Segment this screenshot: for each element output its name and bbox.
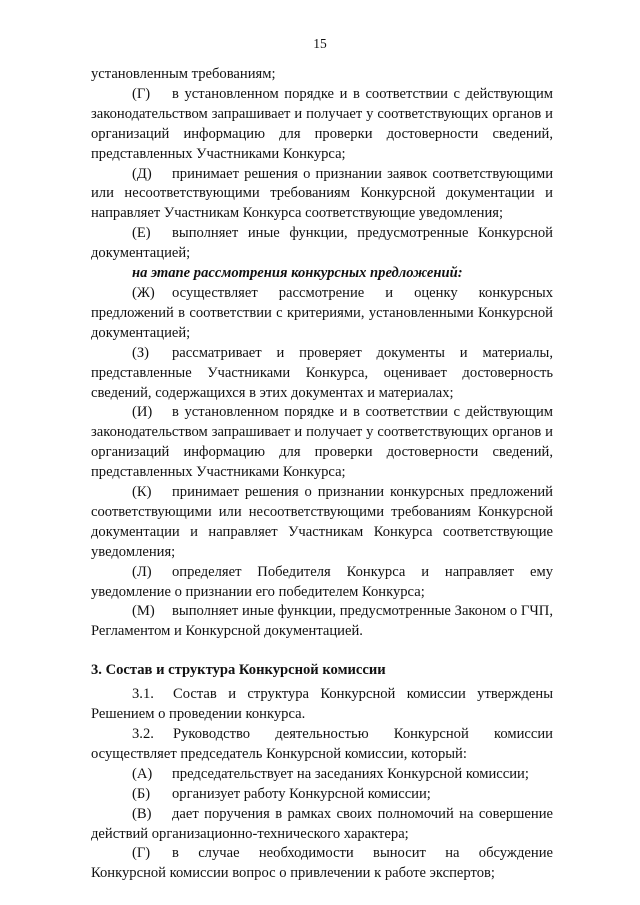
clause-text: председательствует на заседаниях Конкурсной комиссии; <box>172 765 529 782</box>
clause-marker: (З) <box>132 344 150 361</box>
clause-marker: (И) <box>132 404 153 421</box>
clause-marker: (В) <box>132 805 152 822</box>
clause-text: выполняет иные функции, предусмотренные Конкурсной документацией; <box>91 225 553 262</box>
numbered-clause <box>91 685 553 725</box>
clause-text: в случае необходимости выносит на обсуждение Конкурсной комиссии вопрос о привлечении к работе экспертов; <box>91 845 553 882</box>
clause-marker: (Г) <box>132 845 151 862</box>
clause-text: Руководство деятельностью Конкурсной комиссии осуществляет председатель Конкурсной комиссии, который: <box>91 726 553 762</box>
lettered-clause <box>91 224 553 264</box>
section-title: 3. Состав и структура Конкурсной комиссии <box>91 662 386 679</box>
document-body <box>91 65 553 884</box>
clause-list-review-stage <box>91 284 553 642</box>
clause-text: Состав и структура Конкурсной комиссии утверждены Решением о проведении конкурса. <box>91 686 553 723</box>
clause-text: организует работу Конкурсной комиссии; <box>172 785 431 802</box>
clause-marker: (К) <box>132 484 152 501</box>
paragraph: установленным требованиям; <box>91 66 276 82</box>
clause-marker: (Г) <box>132 85 151 102</box>
clause-marker: 3.1. <box>132 686 154 703</box>
stage-subheading: на этапе рассмотрения конкурсных предложений: <box>132 265 463 282</box>
lettered-clause <box>91 483 553 563</box>
clause-list-top <box>91 65 553 264</box>
lettered-clause <box>91 563 553 603</box>
clause-text: рассматривает и проверяет документы и материалы, представленные Участниками Конкурса, оценивает достоверность сведений, содержащихся в этих документах и материалах; <box>91 344 553 401</box>
clause-text: в установленном порядке и в соответствии с действующим законодательством запрашивает и получает у соответствующих органов и организаций информацию для проверки достоверности сведений, представленных Участниками Конкурса; <box>91 404 553 481</box>
clause-list-section-3 <box>91 685 553 884</box>
clause-marker: (Д) <box>132 165 152 182</box>
lettered-clause <box>91 765 553 785</box>
lettered-clause <box>91 785 553 805</box>
numbered-clause <box>91 725 553 765</box>
lettered-clause <box>91 85 553 165</box>
clause-text: принимает решения о признании заявок соответствующими или несоответствующими требованиям Конкурсной документации и направляет Участникам Конкурса соответствующие уведомления; <box>91 165 553 222</box>
lettered-clause <box>91 602 553 642</box>
lettered-clause <box>91 844 553 884</box>
lettered-clause <box>91 284 553 344</box>
clause-text: принимает решения о признании конкурсных предложений соответствующими или несоответствующими требованиям Конкурсной документации и направляет Участникам Конкурса соответствующие уведомления; <box>91 484 553 560</box>
clause-text: дает поручения в рамках своих полномочий на совершение действий организационно-технического характера; <box>91 805 553 842</box>
lettered-clause <box>91 403 553 483</box>
clause-text: выполняет иные функции, предусмотренные Законом о ГЧП, Регламентом и Конкурсной документацией. <box>91 603 553 640</box>
clause-marker: (А) <box>132 765 153 782</box>
clause-marker: (Б) <box>132 785 151 802</box>
lettered-clause <box>91 165 553 225</box>
clause-text: в установленном порядке и в соответствии с действующим законодательством запрашивает и получает у соответствующих органов и организаций информацию для проверки достоверности сведений, представленных Участниками Конкурса; <box>91 85 553 162</box>
lettered-clause <box>91 344 553 404</box>
clause-marker: (М) <box>132 603 155 620</box>
page-number: 15 <box>313 36 327 51</box>
clause-marker: 3.2. <box>132 726 154 742</box>
clause-marker: (Л) <box>132 563 152 580</box>
clause-text: определяет Победителя Конкурса и направляет ему уведомление о признании его победителем Конкурса; <box>91 563 553 600</box>
lettered-clause <box>91 805 553 845</box>
clause-marker: (Е) <box>132 225 151 242</box>
clause-marker: (Ж) <box>132 284 155 301</box>
clause-text: осуществляет рассмотрение и оценку конкурсных предложений в соответствии с критериями, установленными Конкурсной документацией; <box>91 284 553 341</box>
